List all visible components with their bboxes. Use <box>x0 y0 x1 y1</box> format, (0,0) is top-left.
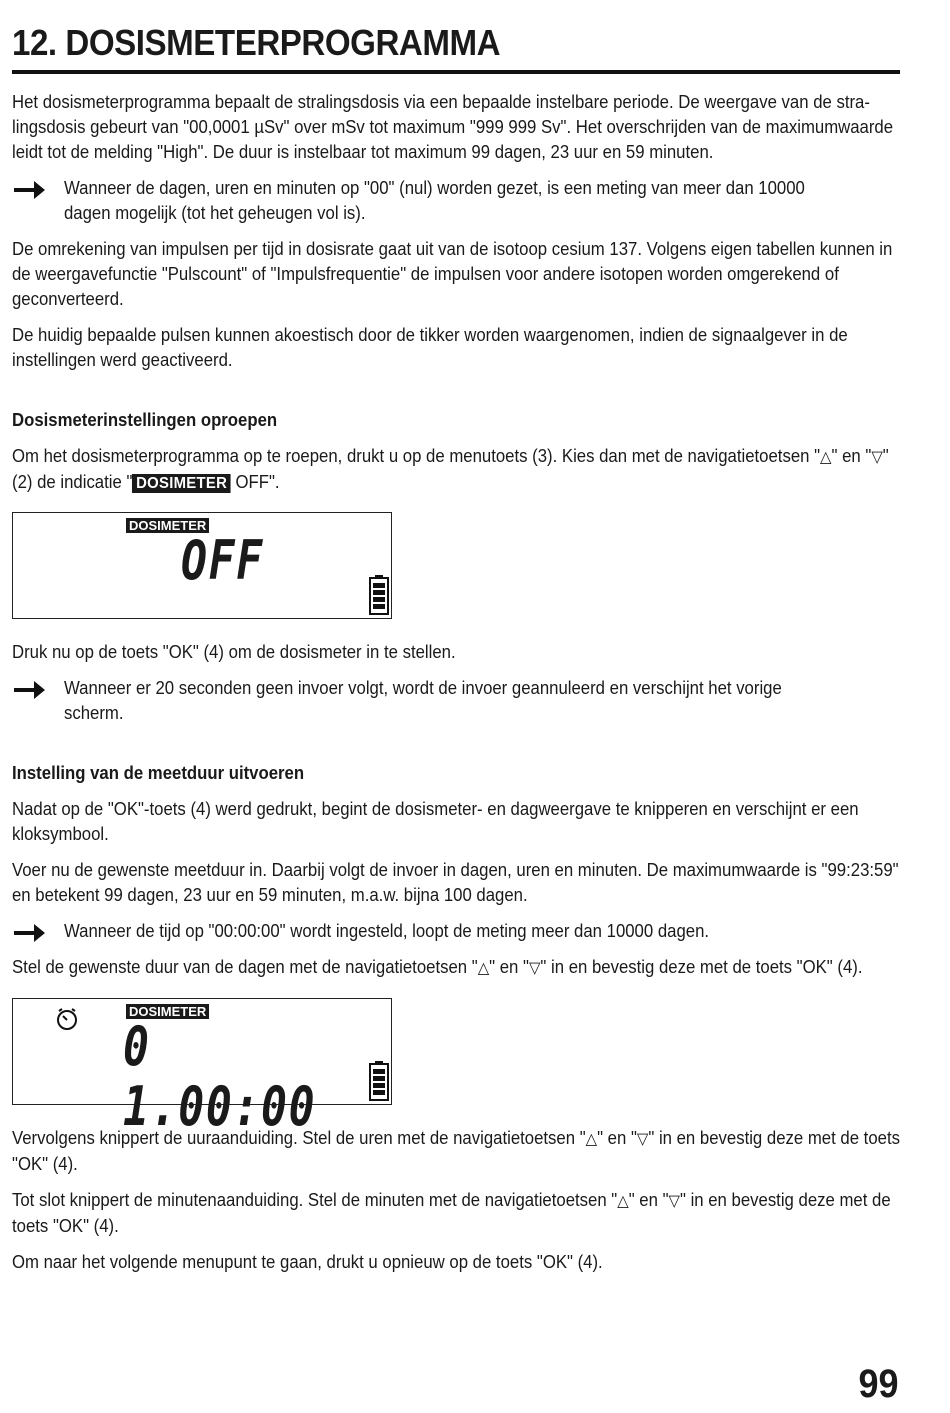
duration-paragraph-1: Nadat op de "OK"-toets (4) werd gedrukt, begint de dosismeter- en dagweergave te knipperen en verschijnt er een kloksymbool. <box>12 799 859 844</box>
clock-icon <box>54 1006 80 1037</box>
up-triangle-icon: △ <box>585 1131 598 1148</box>
up-triangle-icon: △ <box>617 1193 629 1210</box>
next-menu-paragraph: Om naar het volgende menupunt te gaan, drukt u opnieuw op de toets "OK" (4). <box>12 1252 603 1272</box>
note-text: Wanneer de tijd op "00:00:00" wordt ingesteld, loopt de meting meer dan 10000 dagen. <box>64 921 710 941</box>
lcd-display-duration <box>12 998 392 1138</box>
down-triangle-icon: ▽ <box>528 960 541 977</box>
intro-paragraph: Het dosismeterprogramma bepaalt de stralingsdosis via een bepaalde instelbare periode. De weergave van de stralingsdosis gebeurt van "00,0001 µSv" over mSv tot maximum "999 999 Sv". Het overschrijden van de maximumwaarde leidt tot de melding "High". De duur is instelbaar tot maximum 99 dagen, 23 uur en 59 minuten. <box>12 92 894 162</box>
battery-icon <box>369 1061 389 1106</box>
set-hours-paragraph: Vervolgens knippert de uuraanduiding. Stel de uren met de navigatietoetsen "△" en "▽" in en bevestig deze met de toets "OK" (4). <box>12 1128 900 1174</box>
note-timeout <box>12 676 900 726</box>
note-zero-duration <box>12 176 900 226</box>
note-text: Wanneer er 20 seconden geen invoer volgt, wordt de invoer geannuleerd en verschijnt het vorige scherm. <box>64 678 782 723</box>
battery-icon <box>369 575 389 620</box>
ticker-paragraph: De huidig bepaalde pulsen kunnen akoestisch door de tikker worden waargenomen, indien de signaalgever in de instellingen werd geactiveerd. <box>12 325 848 370</box>
page-title: 12. DOSISMETERPROGRAMMA <box>12 22 501 63</box>
lcd-dosimeter-badge: DOSIMETER <box>126 1004 209 1019</box>
page <box>12 20 900 1275</box>
down-triangle-icon: ▽ <box>636 1131 649 1148</box>
lcd-value: OFF <box>181 529 264 592</box>
conversion-paragraph: De omrekening van impulsen per tijd in dosisrate gaat uit van de isotoop cesium 137. Volgens eigen tabellen kunnen in de weergavefunctie "Pulscount" of "Impulsfrequentie" de impulsen voor andere isotopen worden omgerekend of geconverteerd. <box>12 239 893 309</box>
down-triangle-icon: ▽ <box>668 1193 680 1210</box>
set-days-paragraph: Stel de gewenste duur van de dagen met de navigatietoetsen "△" en "▽" in en bevestig deze met de toets "OK" (4). <box>12 957 863 977</box>
press-ok-paragraph: Druk nu op de toets "OK" (4) om de dosismeter in te stellen. <box>12 642 456 662</box>
dosimeter-badge: DOSIMETER <box>132 474 230 493</box>
up-triangle-icon: △ <box>477 960 490 977</box>
page-number: 99 <box>857 1362 898 1406</box>
down-triangle-icon: ▽ <box>871 449 883 466</box>
section-heading-duration: Instelling van de meetduur uitvoeren <box>12 763 305 783</box>
open-settings-paragraph: Om het dosismeterprogramma op te roepen, drukt u op de menutoets (3). Kies dan met de navigatietoetsen "△" en "▽" (2) de indicatie " DOSIMETER OFF". <box>12 446 889 492</box>
lcd-value: 0 1.00:00 <box>123 1015 317 1138</box>
arrow-right-icon <box>12 176 64 201</box>
note-text: Wanneer de dagen, uren en minuten op "00" (nul) worden gezet, is een meting van meer dan 10000 dagen mogelijk (tot het geheugen vol is). <box>64 178 805 223</box>
lcd-display-off <box>12 512 392 619</box>
arrow-right-icon <box>12 676 64 701</box>
duration-paragraph-2: Voer nu de gewenste meetduur in. Daarbij volgt de invoer in dagen, uren en minuten. De maximumwaarde is "99:23:59" en betekent 99 dagen, 23 uur en 59 minuten, m.a.w. bijna 100 dagen. <box>12 860 899 905</box>
arrow-right-icon <box>12 919 64 944</box>
section-heading-open-settings: Dosismeterinstellingen oproepen <box>12 410 278 430</box>
lcd-dosimeter-badge: DOSIMETER <box>126 518 209 533</box>
up-triangle-icon: △ <box>820 449 832 466</box>
note-zero-time <box>12 919 900 944</box>
set-minutes-paragraph: Tot slot knippert de minutenaanduiding. Stel de minuten met de navigatietoetsen "△" en "▽" in en bevestig deze met de toets "OK" (4). <box>12 1190 891 1236</box>
